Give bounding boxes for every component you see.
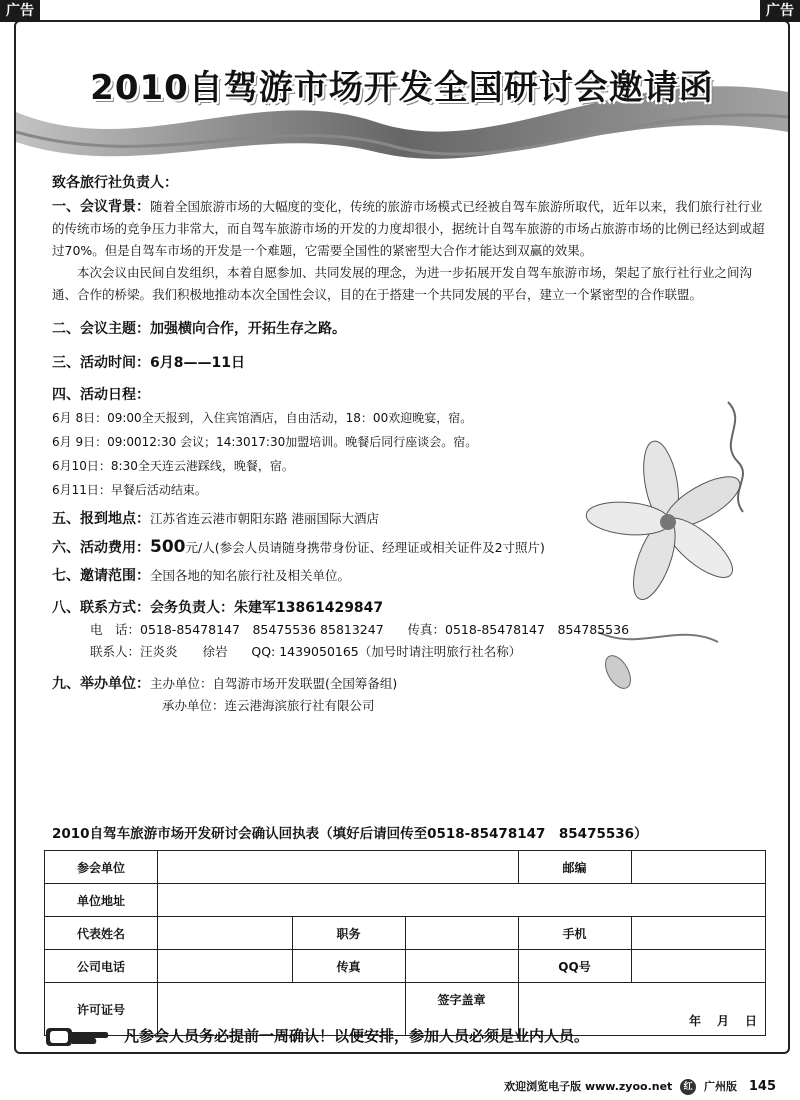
license-label: 许可证号: [45, 983, 158, 1036]
footer-website: 欢迎浏览电子版 www.zyoo.net: [504, 1080, 673, 1093]
background-paragraph-2: 本次会议由民间自发组织，本着自愿参加、共同发展的理念，为进一步拓展开发自驾车旅游市场，架起了旅行社行业之间沟通、合作的桥梁。我们积极地推动本次全国性会议，目的在于搭建一个共同发展的平台，建立一个紧密型的合作联盟。: [52, 265, 753, 302]
postcode-label: 邮编: [518, 851, 631, 884]
position-field[interactable]: [405, 917, 518, 950]
fee-row: [52, 536, 772, 559]
theme-row: [52, 318, 772, 340]
notice-banner: [44, 1019, 764, 1053]
contact-people: 联系人：汪炎炎 徐岩: [90, 644, 228, 659]
notice-text: 凡参会人员务必提前一周确认！以便安排，参加人员必须是业内人员。: [124, 1027, 590, 1045]
page-footer: [0, 1054, 800, 1100]
invitation-frame: [14, 20, 790, 1054]
phone-numbers: 电 话：0518-85478147 85475536 85813247: [90, 622, 384, 637]
rep-name-label: 代表姓名: [45, 917, 158, 950]
company-phone-label: 公司电话: [45, 950, 158, 983]
rep-name-field[interactable]: [158, 917, 293, 950]
scope-text: 全国各地的知名旅行社及相关单位。: [150, 568, 351, 583]
page-title: 2010自驾游市场开发全国研讨会邀请函: [90, 68, 714, 108]
unit-field[interactable]: [158, 851, 519, 884]
fee-heading: 六、活动费用：: [52, 540, 150, 556]
location-heading: 五、报到地点：: [52, 511, 150, 527]
scope-heading: 七、邀请范围：: [52, 568, 150, 584]
schedule-item: 6月 8日：09:00全天报到，入住宾馆酒店，自由活动，18：00欢迎晚宴，宿。: [52, 411, 473, 425]
fax-field[interactable]: [405, 950, 518, 983]
footer-edition: 广州版: [704, 1080, 738, 1093]
qq-label: QQ号: [518, 950, 631, 983]
address-field[interactable]: [158, 884, 766, 917]
schedule-item: 6月11日：早餐后活动结束。: [52, 483, 207, 497]
organizer-heading: 九、举办单位：: [52, 676, 150, 692]
mobile-field[interactable]: [631, 917, 766, 950]
time-heading: 三、活动时间：: [52, 355, 150, 371]
fee-amount: 500: [150, 537, 186, 557]
contact-details: [90, 619, 772, 663]
contact-row: [52, 597, 772, 619]
co-host-unit: 承办单位：连云港海滨旅行社有限公司: [162, 698, 375, 713]
fee-text: 元/人(参会人员请随身携带身份证、经理证或相关证件及2寸照片): [185, 540, 545, 555]
schedule-heading: 四、活动日程：: [52, 387, 150, 403]
host-unit: 主办单位：自驾游市场开发联盟(全国筹备组): [150, 676, 398, 691]
fax-numbers: 传真：0518-85478147 854785536: [407, 622, 630, 637]
schedule-section: [52, 384, 772, 502]
confirmation-form: [44, 850, 766, 1036]
pointing-hand-icon: [44, 1022, 110, 1050]
company-phone-field[interactable]: [158, 950, 293, 983]
background-text: 随着全国旅游市场的大幅度的变化，传统的旅游市场模式已经被自驾车旅游所取代，近年以来，我们旅行社行业的传统市场的竞争压力非常大，而自驾车旅游市场的开发的力度却很小，据统计自驾车旅游的市场占旅游市场的比例已经达到或超过70%。但是自驾车市场的开发是一个难题，它需要全国性的紧密型大合作才能达到双赢的效果。: [52, 199, 765, 258]
background-paragraph: [52, 196, 772, 262]
qq-number: QQ: 1439050165（加号时请注明旅行社名称）: [251, 644, 522, 659]
page-number: 145: [748, 1079, 776, 1094]
time-text: 6月8——11日: [150, 355, 245, 371]
footer-logo-badge: 红: [680, 1079, 696, 1095]
ad-label-right: 广告: [760, 0, 800, 22]
theme-text: 加强横向合作，开拓生存之路。: [150, 321, 346, 337]
letter-body: [52, 172, 772, 717]
theme-heading: 二、会议主题：: [52, 321, 150, 337]
position-label: 职务: [292, 917, 405, 950]
contact-manager: 会务负责人：朱建军13861429847: [150, 600, 384, 616]
organizer-row: [52, 673, 772, 695]
time-row: [52, 352, 772, 374]
scope-row: [52, 565, 772, 587]
address-label: 单位地址: [45, 884, 158, 917]
mobile-label: 手机: [518, 917, 631, 950]
fax-label: 传真: [292, 950, 405, 983]
qq-field[interactable]: [631, 950, 766, 983]
postcode-field[interactable]: [631, 851, 766, 884]
location-text: 江苏省连云港市朝阳东路 港丽国际大酒店: [150, 511, 379, 526]
ad-label-left: 广告: [0, 0, 40, 22]
contact-heading: 八、联系方式：: [52, 600, 150, 616]
background-heading: 一、会议背景：: [52, 199, 150, 215]
stamp-date-field[interactable]: 年 月 日: [518, 983, 766, 1036]
schedule-item: 6月10日：8:30全天连云港踩线，晚餐，宿。: [52, 459, 294, 473]
schedule-item: 6月 9日：09:0012:30 会议；14:3017:30加盟培训。晚餐后同行座谈会。宿。: [52, 435, 478, 449]
unit-label: 参会单位: [45, 851, 158, 884]
salutation: 致各旅行社负责人：: [52, 175, 178, 191]
stamp-label: 签字盖章: [405, 983, 518, 1036]
location-row: [52, 508, 772, 530]
form-title: 2010自驾车旅游市场开发研讨会确认回执表（填好后请回传至0518-85478147 85475536）: [52, 826, 648, 842]
